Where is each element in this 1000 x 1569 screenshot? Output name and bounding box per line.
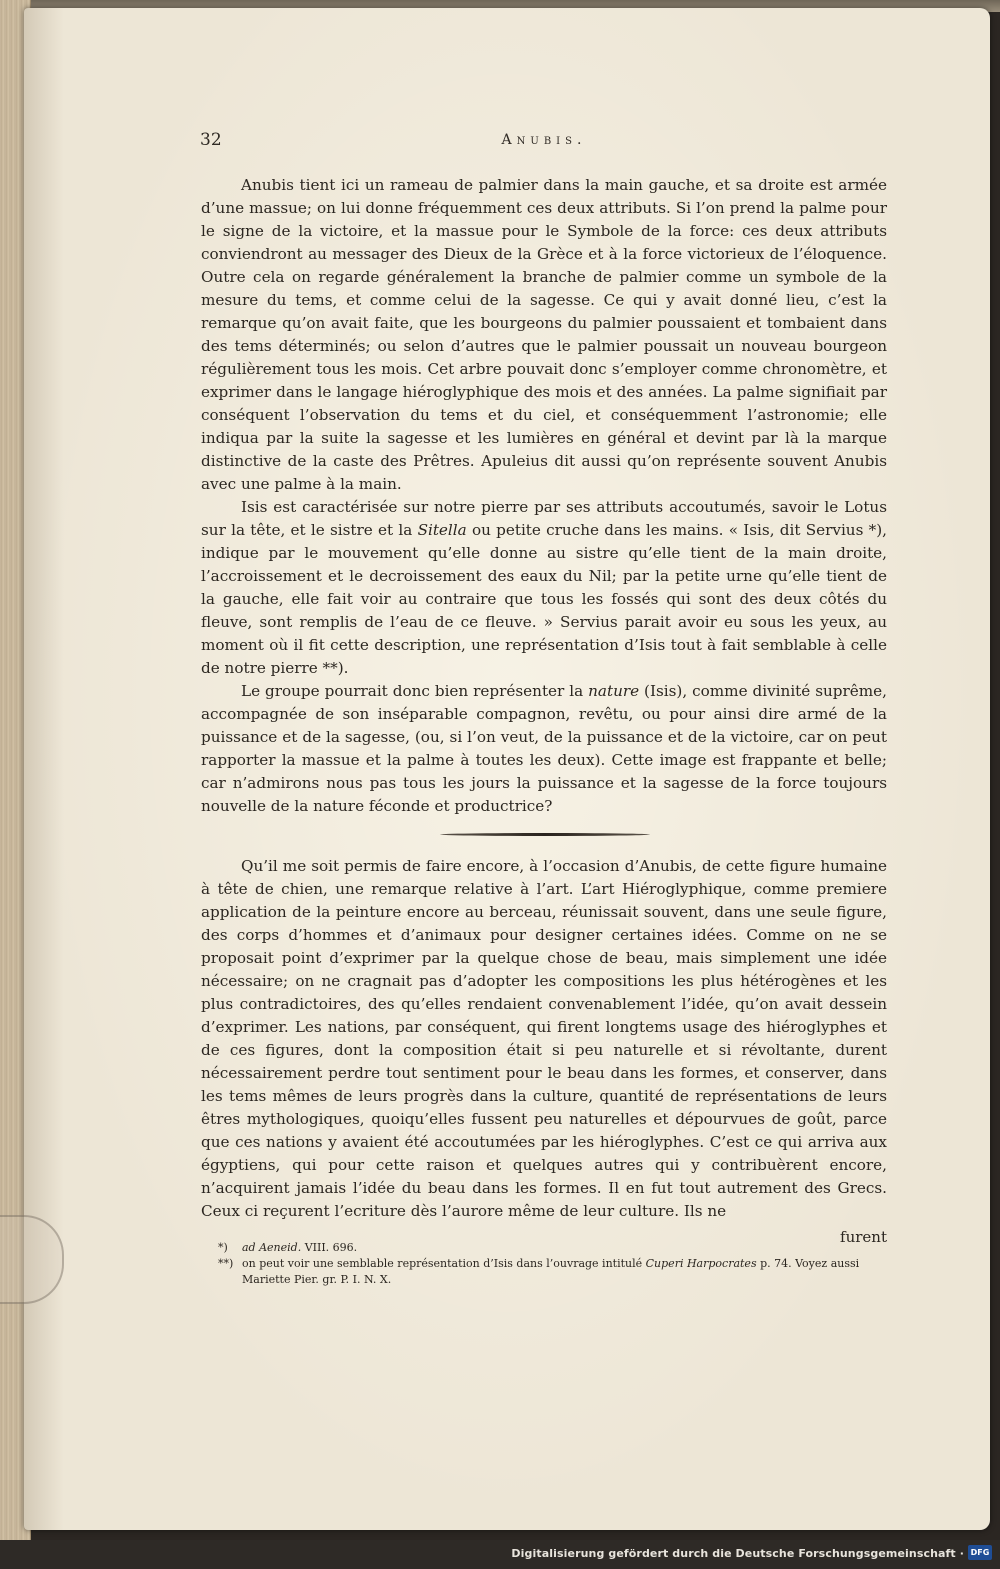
catchword: furent	[840, 1228, 887, 1246]
dfg-credit[interactable]: Digitalisierung gefördert durch die Deutsche Forschungsgemeinschaft ·	[511, 1547, 964, 1560]
footnotes	[218, 1240, 898, 1288]
dfg-logo[interactable]: DFG	[968, 1545, 992, 1560]
second-text-block	[201, 855, 887, 1223]
paragraph-isis-text-2: ou petite cruche dans les mains. « Isis, dit Servius *), indique par le mouvement qu’elle donne au sistre qu’elle tient de la main droite, l’accroissement et le decroissement des eaux du Nil; par la petite urne qu’elle tient de la gauche, elle fait voir au contraire que tous les fossés qui sont des deux côtés du fleuve, sont remplis de l’eau de ce fleuve. » Servius parait avoir eu sous les yeux, au moment où il fit cette description, une représentation d’Isis tout à fait semblable à celle de notre pierre **).	[201, 521, 887, 677]
paragraph-isis-text-1: Isis est caractérisée sur notre pierre par ses attributs accoutumés, savoir le Lotus sur la tête, et le sistre et la	[201, 498, 887, 539]
main-text-block	[201, 174, 887, 818]
footnote-1	[218, 1240, 898, 1256]
footnote-2-text-2: p. 74. Voyez aussi Mariette Pier. gr. P. I. N. X.	[242, 1257, 860, 1286]
sitella-term: Sitella	[417, 521, 467, 539]
footnote-1-mark: *)	[218, 1241, 228, 1254]
footnote-2-italic: Cuperi Harpocrates	[645, 1257, 757, 1270]
paragraph-group-text-2: (Isis), comme divinité suprême, accompagnée de son inséparable compagnon, revêtu, ou pour ainsi dire armé de la puissance et de la sagesse, (ou, si l’on veut, de la puissance et de la victoire, car on peut rapporter la massue et la palme à toutes les deux). Cette image est frappante et belle; car n’admirons nous pas tous les jours la puissance et la sagesse de la force toujours nouvelle de la nature féconde et productrice?	[201, 682, 887, 815]
footnote-1-text: VIII. 696.	[301, 1241, 358, 1254]
paragraph-isis	[201, 496, 887, 680]
page-header	[200, 130, 888, 154]
page-number: 32	[200, 130, 222, 150]
footnote-1-italic: ad Aeneid.	[242, 1241, 302, 1254]
nature-term: nature	[588, 682, 640, 700]
footnote-2-text-1: on peut voir une semblable représentation d’Isis dans l’ouvrage intitulé	[242, 1257, 646, 1270]
paragraph-group-text-1: Le groupe pourrait donc bien représenter la	[241, 682, 589, 700]
running-title: Anubis.	[501, 132, 587, 148]
paragraph-group	[201, 680, 887, 818]
paragraph-anubis-palm: Anubis tient ici un rameau de palmier dans la main gauche, et sa droite est armée d’une massue; on lui donne fréquemment ces deux attributs. Si l’on prend la palme pour le signe de la victoire, et la massue pour le Symbole de la force: ces deux attributs conviendront au messager des Dieux de la Grèce et à la force victorieux de l’éloquence. Outre cela on regarde généralement la branche de palmier comme un symbole de la mesure du tems, et comme celui de la sagesse. Ce qui y avait donné lieu, c’est la remarque qu’on avait faite, que les bourgeons du palmier poussaient et tombaient dans des tems déterminés; ou selon d’autres que le palmier poussait un nouveau bourgeon régulièrement tous les mois. Cet arbre pouvait donc s’employer comme chronomètre, et exprimer dans le langage hiéroglyphique des mois et des années. La palme signifiait par conséquent l’observation du tems et du ciel, et conséquemment l’astronomie; elle indiqua par la suite la sagesse et les lumières en général et devint par là la marque distinctive de la caste des Prêtres. Apuleius dit aussi qu’on représente souvent Anubis avec une palme à la main.	[201, 176, 887, 493]
footnote-2-mark: **)	[218, 1257, 234, 1270]
footnote-2	[218, 1256, 898, 1288]
paragraph-hieroglyphic-art: Qu’il me soit permis de faire encore, à l’occasion d’Anubis, de cette figure humaine à tête de chien, une remarque relative à l’art. L’art Hiéroglyphique, comme premiere application de la peinture encore au berceau, réunissait souvent, dans une seule figure, des corps d’hommes et d’animaux pour designer certaines idées. Comme on ne se proposait point d’exprimer par la quelque chose de beau, mais simplement une idée nécessaire; on ne cragnait pas d’adopter les compositions les plus hétérogènes et les plus contradictoires, des qu’elles rendaient convenablement l’idée, qu’on avait dessein d’exprimer. Les nations, par conséquent, qui firent longtems usage des hiéroglyphes et de ces figures, dont la composition était si peu naturelle et si révoltante, durent nécessairement perdre tout sentiment pour le beau dans les formes, et conserver, dans les tems mêmes de leurs progrès dans la culture, quantité de représentations de leurs êtres mythologiques, quoiqu’elles fussent peu naturelles et dépourvues de goût, parce que ces nations y avaient été accoutumées par les hiéroglyphes. C’est ce qui arriva aux égyptiens, qui pour cette raison et quelques autres qui y contribuèrent encore, n’acquirent jamais l’idée du beau dans les formes. Il en fut tout autrement des Grecs. Ceux ci reçurent l’ecriture dès l’aurore même de leur culture. Ils ne	[201, 857, 887, 1220]
section-divider	[440, 833, 650, 836]
